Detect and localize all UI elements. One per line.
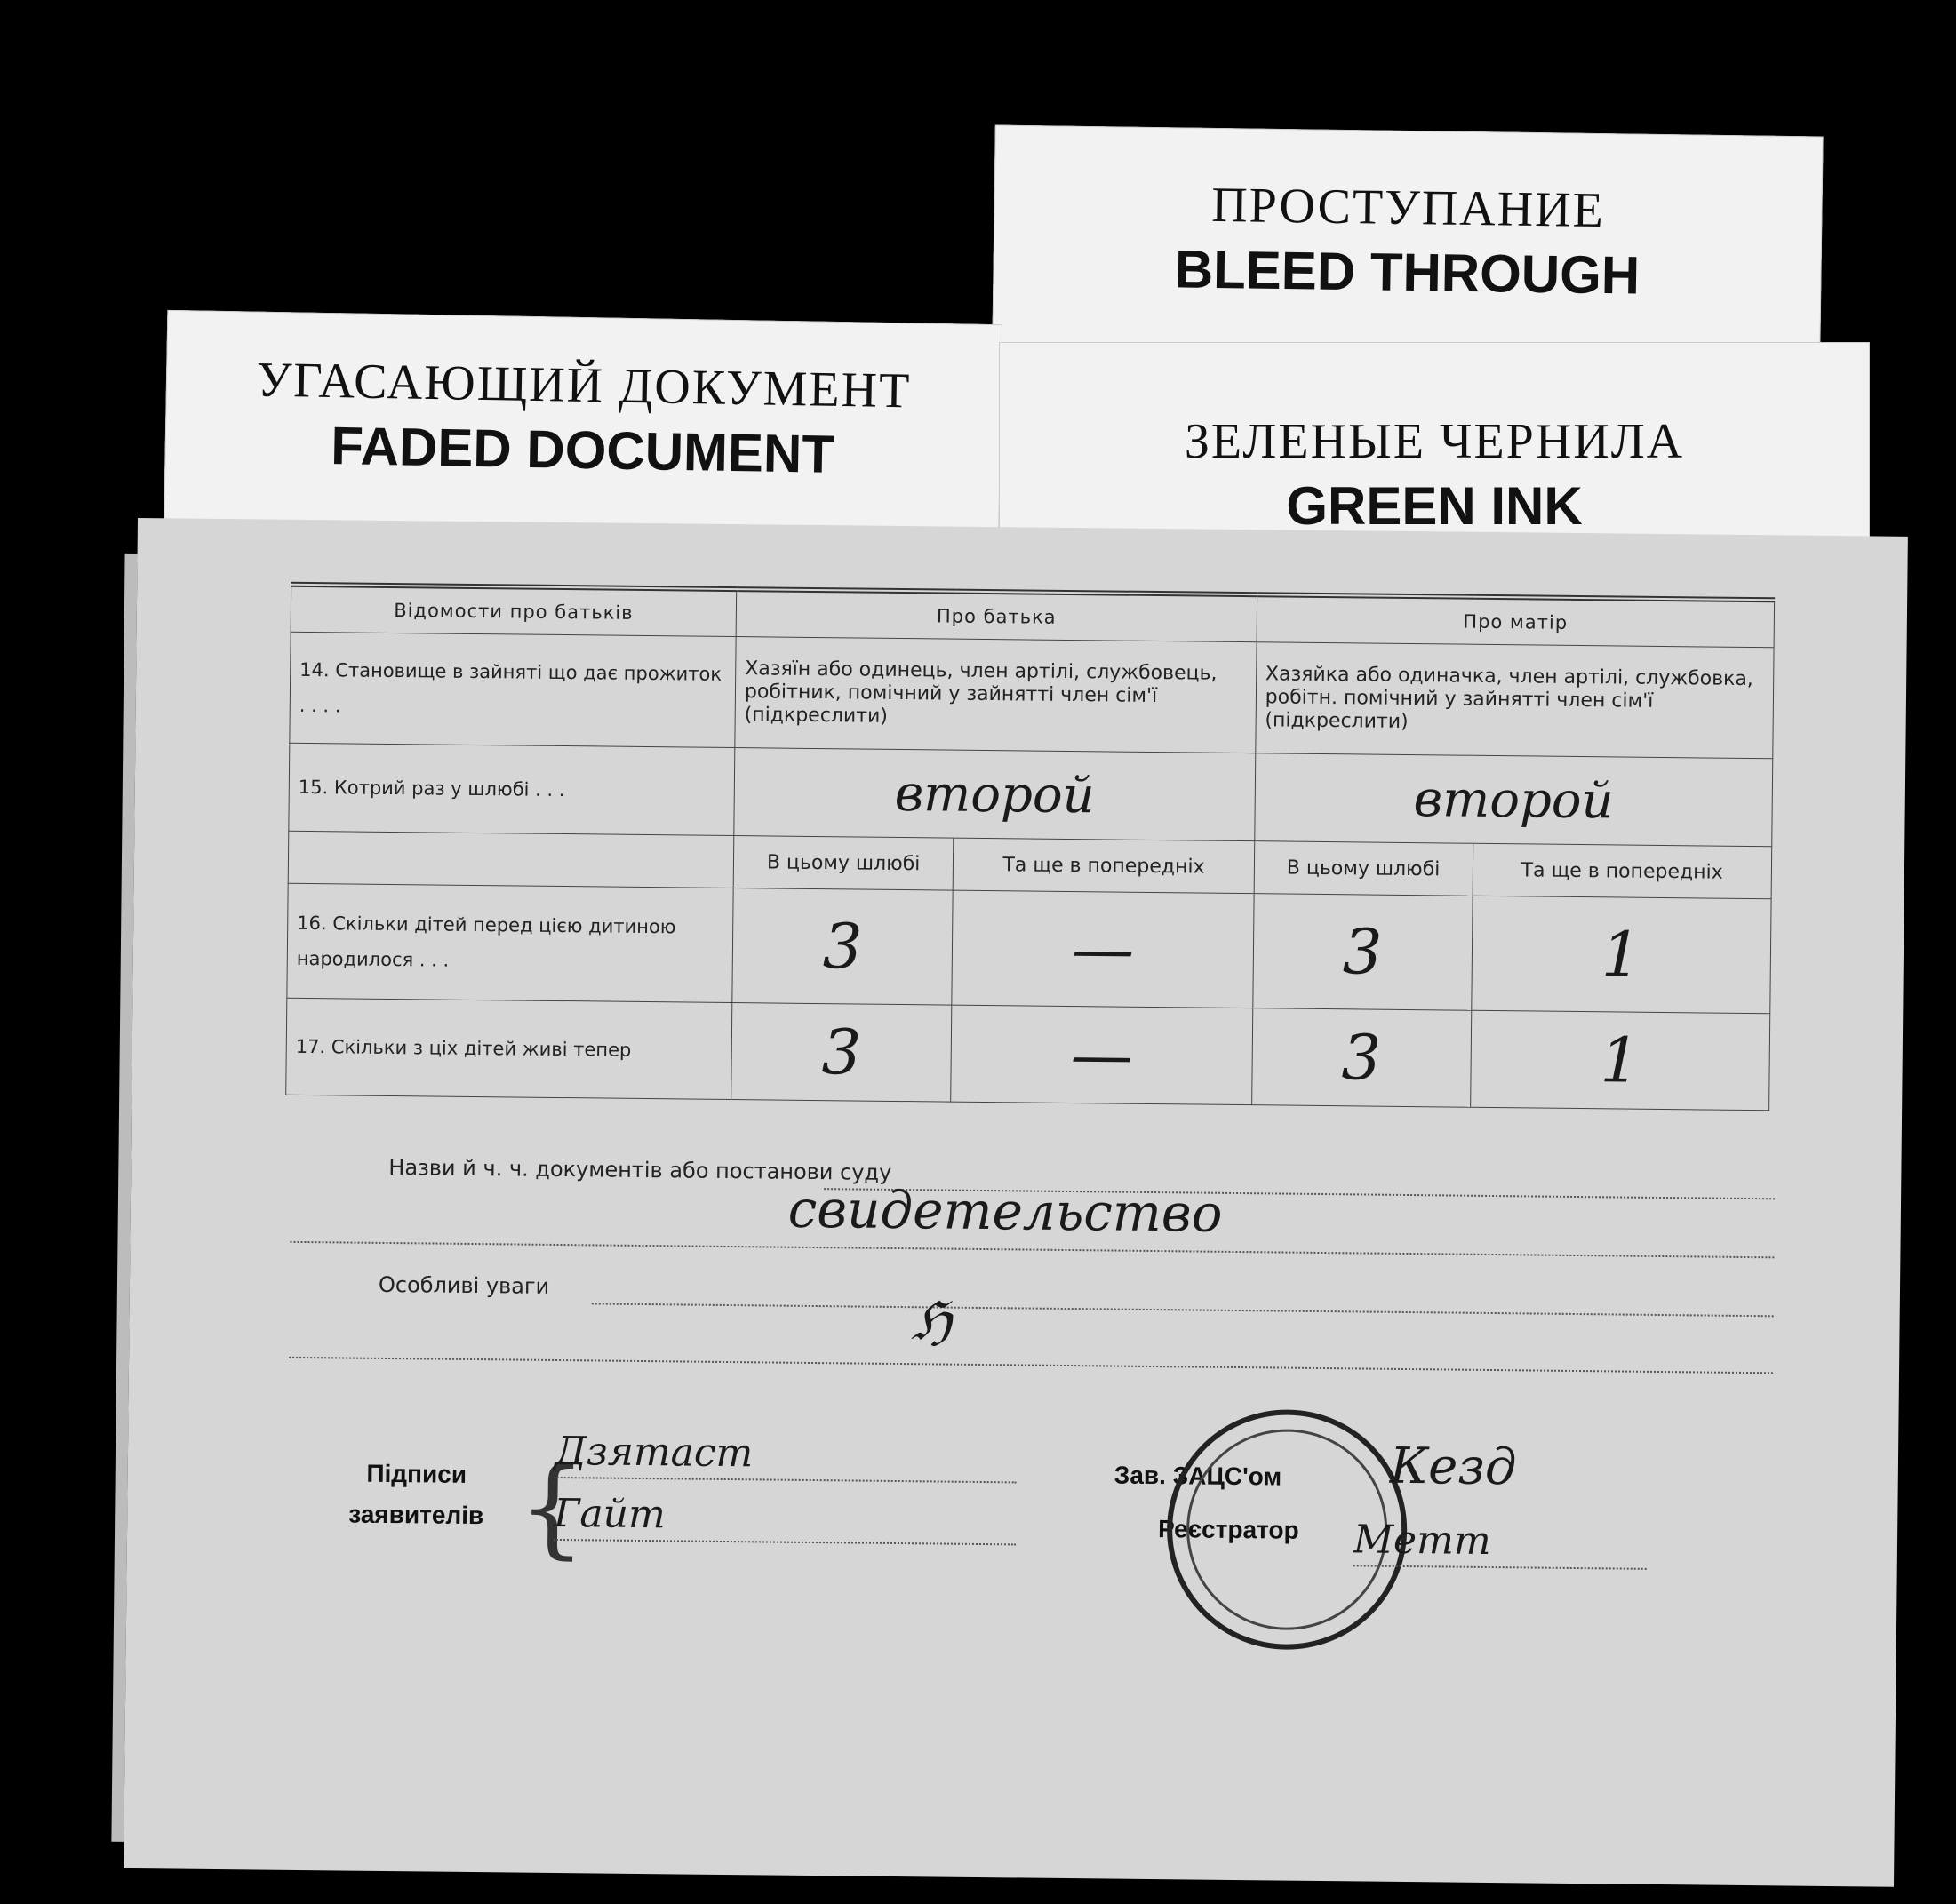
question-15-father-value: второй	[734, 748, 1256, 841]
head-signature: Кезд	[1389, 1437, 1517, 1497]
registrar-label: Реєстратор	[1157, 1515, 1299, 1544]
question-17-father-prev: —	[951, 1005, 1253, 1105]
question-16-father-prev: —	[952, 890, 1254, 1008]
col-header-father: Про батька	[736, 589, 1257, 642]
signature-brace: {	[517, 1446, 587, 1571]
head-of-registry-label: Зав. ЗАЦС'ом	[1114, 1461, 1282, 1491]
question-17-father-this: 3	[731, 1003, 952, 1103]
question-15-label: 15. Котрий раз у шлюбі . . .	[289, 743, 735, 835]
table-row	[290, 632, 1774, 758]
registrar-signature: Метт	[1353, 1517, 1491, 1565]
bleed-through-label-card	[992, 125, 1823, 357]
applicants-signatures-label: Підписи заявителів	[348, 1459, 484, 1530]
question-14-mother-options: Хазяйка або одиначка, член артілі, службовка, робітн. помічний у зайнятті член сім'ї (підкреслити)	[1256, 642, 1775, 759]
question-17-mother-prev: 1	[1470, 1010, 1770, 1111]
applicant-signature-1: Дзятаст	[554, 1428, 754, 1477]
question-16-father-this: 3	[732, 888, 954, 1006]
question-17-mother-this: 3	[1251, 1008, 1471, 1108]
documents-handwritten-value: свидетельство	[787, 1178, 1223, 1244]
empty-cell	[288, 831, 734, 888]
table-row	[286, 998, 1770, 1110]
applicant-signature-2: Гайт	[554, 1490, 666, 1538]
col-header-mother: Про матір	[1257, 594, 1775, 648]
parents-info-table	[285, 582, 1775, 1111]
faded-document-label-en: FADED DOCUMENT	[330, 416, 835, 484]
documents-label: Назви й ч. ч. документів або постанови суду	[388, 1154, 892, 1185]
signature-line-2	[554, 1539, 1016, 1545]
green-ink-label-en: GREEN INK	[1286, 476, 1583, 536]
remarks-label: Особливі уваги	[378, 1271, 550, 1299]
subheader-father-this-marriage: В цьому шлюбі	[733, 836, 954, 891]
remarks-row	[290, 1271, 1774, 1311]
col-header-parents-info: Відомости про батьків	[291, 585, 737, 637]
form-sheet	[124, 518, 1908, 1887]
subheader-mother-previous: Та ще в попередніх	[1473, 843, 1772, 899]
remarks-dotted-line-2	[289, 1357, 1773, 1374]
green-ink-label-card	[999, 342, 1870, 555]
question-16-label: 16. Скільки дітей перед цією дитиною народилося . . .	[287, 883, 733, 1002]
bleed-through-label-ru: ПРОСТУПАНИЕ	[1210, 177, 1606, 239]
question-16-mother-this: 3	[1253, 894, 1473, 1011]
question-17-label: 17. Скільки з ціх дітей живі тепер	[286, 998, 732, 1099]
question-15-mother-value: второй	[1255, 753, 1773, 847]
signature-line-1	[555, 1477, 1017, 1483]
documents-dotted-line-2	[290, 1241, 1774, 1258]
table-row	[289, 743, 1773, 846]
subheader-mother-this-marriage: В цьому шлюбі	[1254, 841, 1473, 896]
question-14-label: 14. Становище в зайняті що дає прожиток . . . .	[290, 632, 736, 747]
question-14-father-options: Хазяїн або одинець, член артілі, службовець, робітник, помічний у зайнятті член сім'ї (підкреслити)	[735, 637, 1257, 753]
remarks-handwritten-initials: ℌ	[911, 1290, 953, 1353]
green-ink-label-ru: ЗЕЛЕНЫЕ ЧЕРНИЛА	[1184, 414, 1685, 469]
table-row	[287, 883, 1771, 1013]
subheader-father-previous: Та ще в попередніх	[953, 838, 1254, 894]
faded-document-label-ru: УГАСАЮЩИЙ ДОКУМЕНТ	[256, 352, 912, 419]
bleed-through-label-en: BLEED THROUGH	[1174, 239, 1641, 306]
question-16-mother-prev: 1	[1471, 896, 1771, 1014]
